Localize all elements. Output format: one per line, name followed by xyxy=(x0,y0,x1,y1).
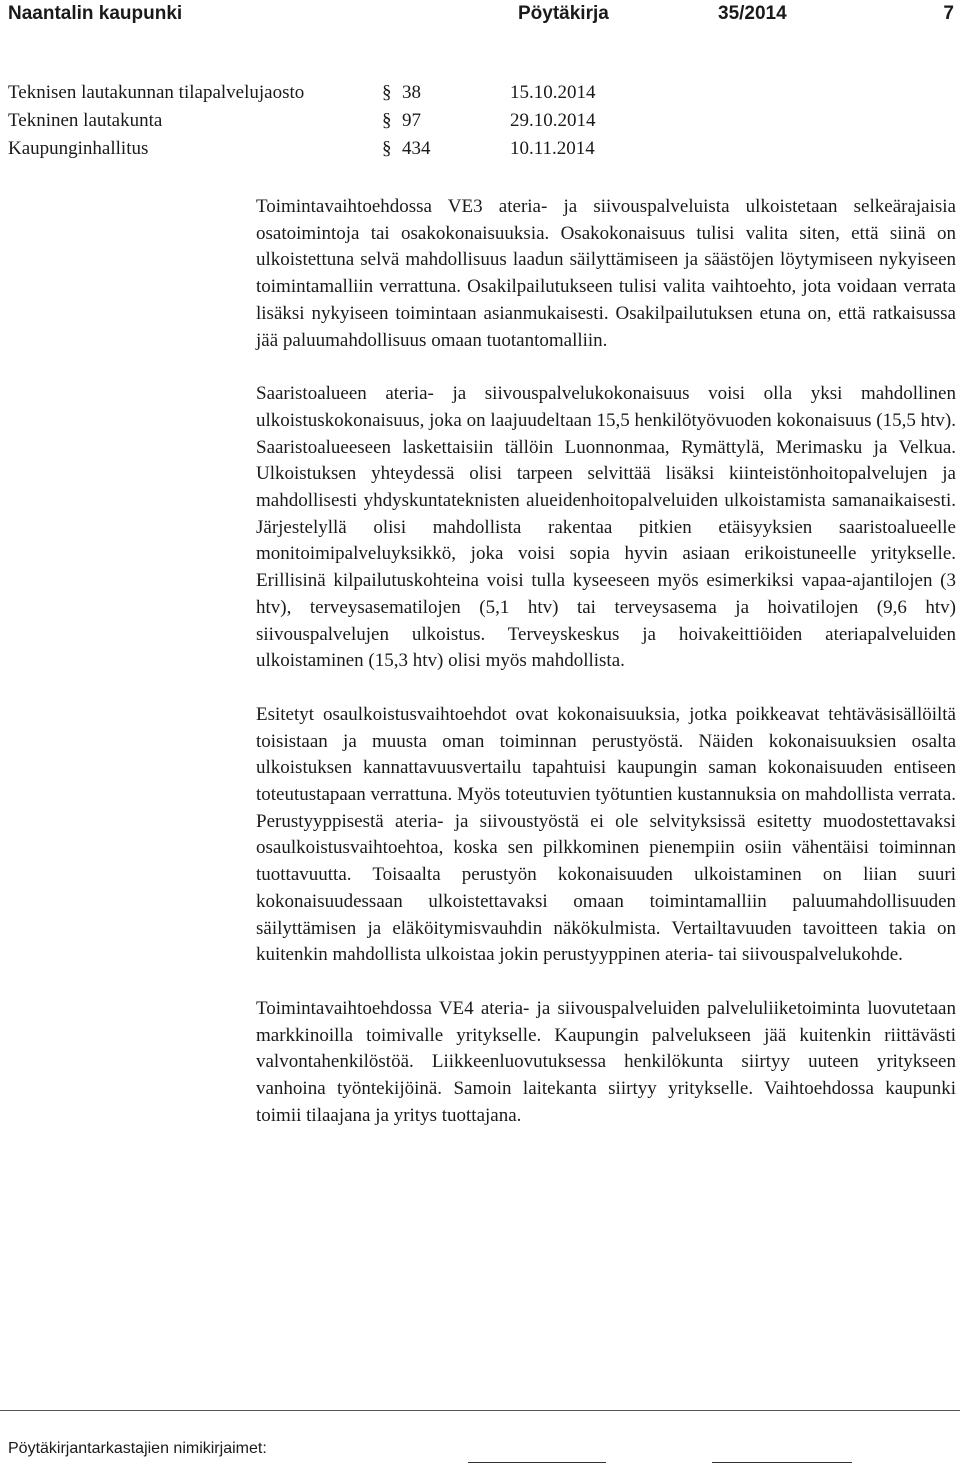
section-symbol: § xyxy=(382,82,392,103)
signature-label: Pöytäkirjantarkastajien nimikirjaimet: xyxy=(8,1440,267,1457)
meeting-row xyxy=(8,138,708,166)
organization-name: Naantalin kaupunki xyxy=(8,3,183,24)
paragraph: Esitetyt osaulkoistusvaihtoehdot ovat kokonaisuuksia, jotka poikkeavat tehtäväsisällöiltä toisistaan ja muusta oman toiminnan perustyöstä. Näiden kokonaisuuksien osalta ulkoistuksen kannattavuusvertailu tapahtuisi kaupungin saman kokonaisuuden entiseen toteutustapaan verrattuna. Myös toteutuvien työtuntien kustannuksia on mahdollista verrata. Perustyyppisestä ateria- ja siivoustyöstä ei ole selvityksissä esitetty muodostettavaksi osaulkoistusvaihtoehtoa, koska sen pilkkominen pienempiin osiin vähentäisi toiminnan tuottavuutta. Toisaalta perustyön kokonaisuuden ulkoistaminen on liian suuri kokonaisuudessaan ulkoistettavaksi omaan toimintamalliin paluumahdollisuuden säilyttämisen ja eläköitymisvauhdin näkökulmista. Vertailtavuuden tavoitteen takia on kuitenkin mahdollista ulkoistaa jokin perustyyppinen ateria- tai siivouspalvelukohde. xyxy=(256,703,956,966)
section-symbol: § xyxy=(382,110,392,131)
section-number: 434 xyxy=(402,138,431,159)
meeting-body: Kaupunginhallitus xyxy=(8,138,149,159)
meeting-references xyxy=(8,82,708,166)
footer-divider xyxy=(0,1410,960,1411)
signature-line xyxy=(712,1462,852,1463)
meeting-body: Tekninen lautakunta xyxy=(8,110,163,131)
meeting-body: Teknisen lautakunnan tilapalvelujaosto xyxy=(8,82,305,103)
page-header xyxy=(8,0,954,30)
section-number: 38 xyxy=(402,82,421,103)
section-number: 97 xyxy=(402,110,421,131)
document-type: Pöytäkirja xyxy=(518,3,609,24)
paragraph: Saaristoalueen ateria- ja siivouspalvelukokonaisuus voisi olla yksi mahdollinen ulkoistuskokonaisuus, joka on laajuudeltaan 15,5 henkilötyövuoden kokonaisuus (15,5 htv). Saaristoalueeseen laskettaisiin tällöin Luonnonmaa, Rymättylä, Merimasku ja Velkua. Ulkoistuksen yhteydessä olisi tarpeen selvittää lisäksi kiinteistönhoitopalvelujen ja mahdollisesti yhdyskuntateknisten alueidenhoitopalveluiden ulkoistamista samanaikaisesti. Järjestelyllä olisi mahdollista rakentaa pitkien etäisyyksien saaristoalueelle monitoimipalveluyksikkö, joka voisi sopia hyvin asiaan erikoistuneelle yritykselle. Erillisinä kilpailutuskohteina voisi tulla kyseeseen myös esimerkiksi vapaa-ajantilojen (3 htv), terveysasematilojen (5,1 htv) tai terveysasema ja hoivatilojen (9,6 htv) siivouspalvelujen ulkoistus. Terveyskeskus ja hoivakeittiöiden ateriapalveluiden ulkoistaminen (15,3 htv) olisi myös mahdollista. xyxy=(256,383,956,672)
meeting-row xyxy=(8,110,708,138)
document-body xyxy=(256,194,956,1157)
meeting-row xyxy=(8,82,708,110)
document-number: 35/2014 xyxy=(718,3,787,24)
section-symbol: § xyxy=(382,138,392,159)
paragraph: Toimintavaihtoehdossa VE3 ateria- ja siivouspalveluista ulkoistetaan selkeärajaisia osatoimintoja tai osakokonaisuuksia. Osakokonaisuus tulisi valita siten, että siinä on ulkoistettuna selvä mahdollisuus laadun säilyttämiseen ja säästöjen löytymiseen nykyiseen toimintamalliin verrattuna. Osakilpailutukseen tulisi valita vaihtoehto, jota voidaan verrata lisäksi nykyiseen toimintaan asianmukaisesti. Osakilpailutuksen etuna on, että ratkaisussa jää paluumahdollisuus omaan tuotantomalliin. xyxy=(256,196,956,351)
page-number: 7 xyxy=(943,3,954,24)
meeting-date: 29.10.2014 xyxy=(510,110,596,131)
signature-line xyxy=(468,1462,606,1463)
meeting-date: 15.10.2014 xyxy=(510,82,596,103)
paragraph: Toimintavaihtoehdossa VE4 ateria- ja siivouspalveluiden palveluliiketoiminta luovutetaan markkinoilla toimivalle yritykselle. Kaupungin palvelukseen jää kuitenkin riittävästi valvontahenkilöstöä. Liikkeenluovutuksessa henkilökunta siirtyy uuteen yritykseen vanhoina työntekijöinä. Samoin laitekanta siirtyy yritykselle. Vaihtoehdossa kaupunki toimii tilaajana ja yritys tuottajana. xyxy=(256,997,956,1126)
meeting-date: 10.11.2014 xyxy=(510,138,595,159)
